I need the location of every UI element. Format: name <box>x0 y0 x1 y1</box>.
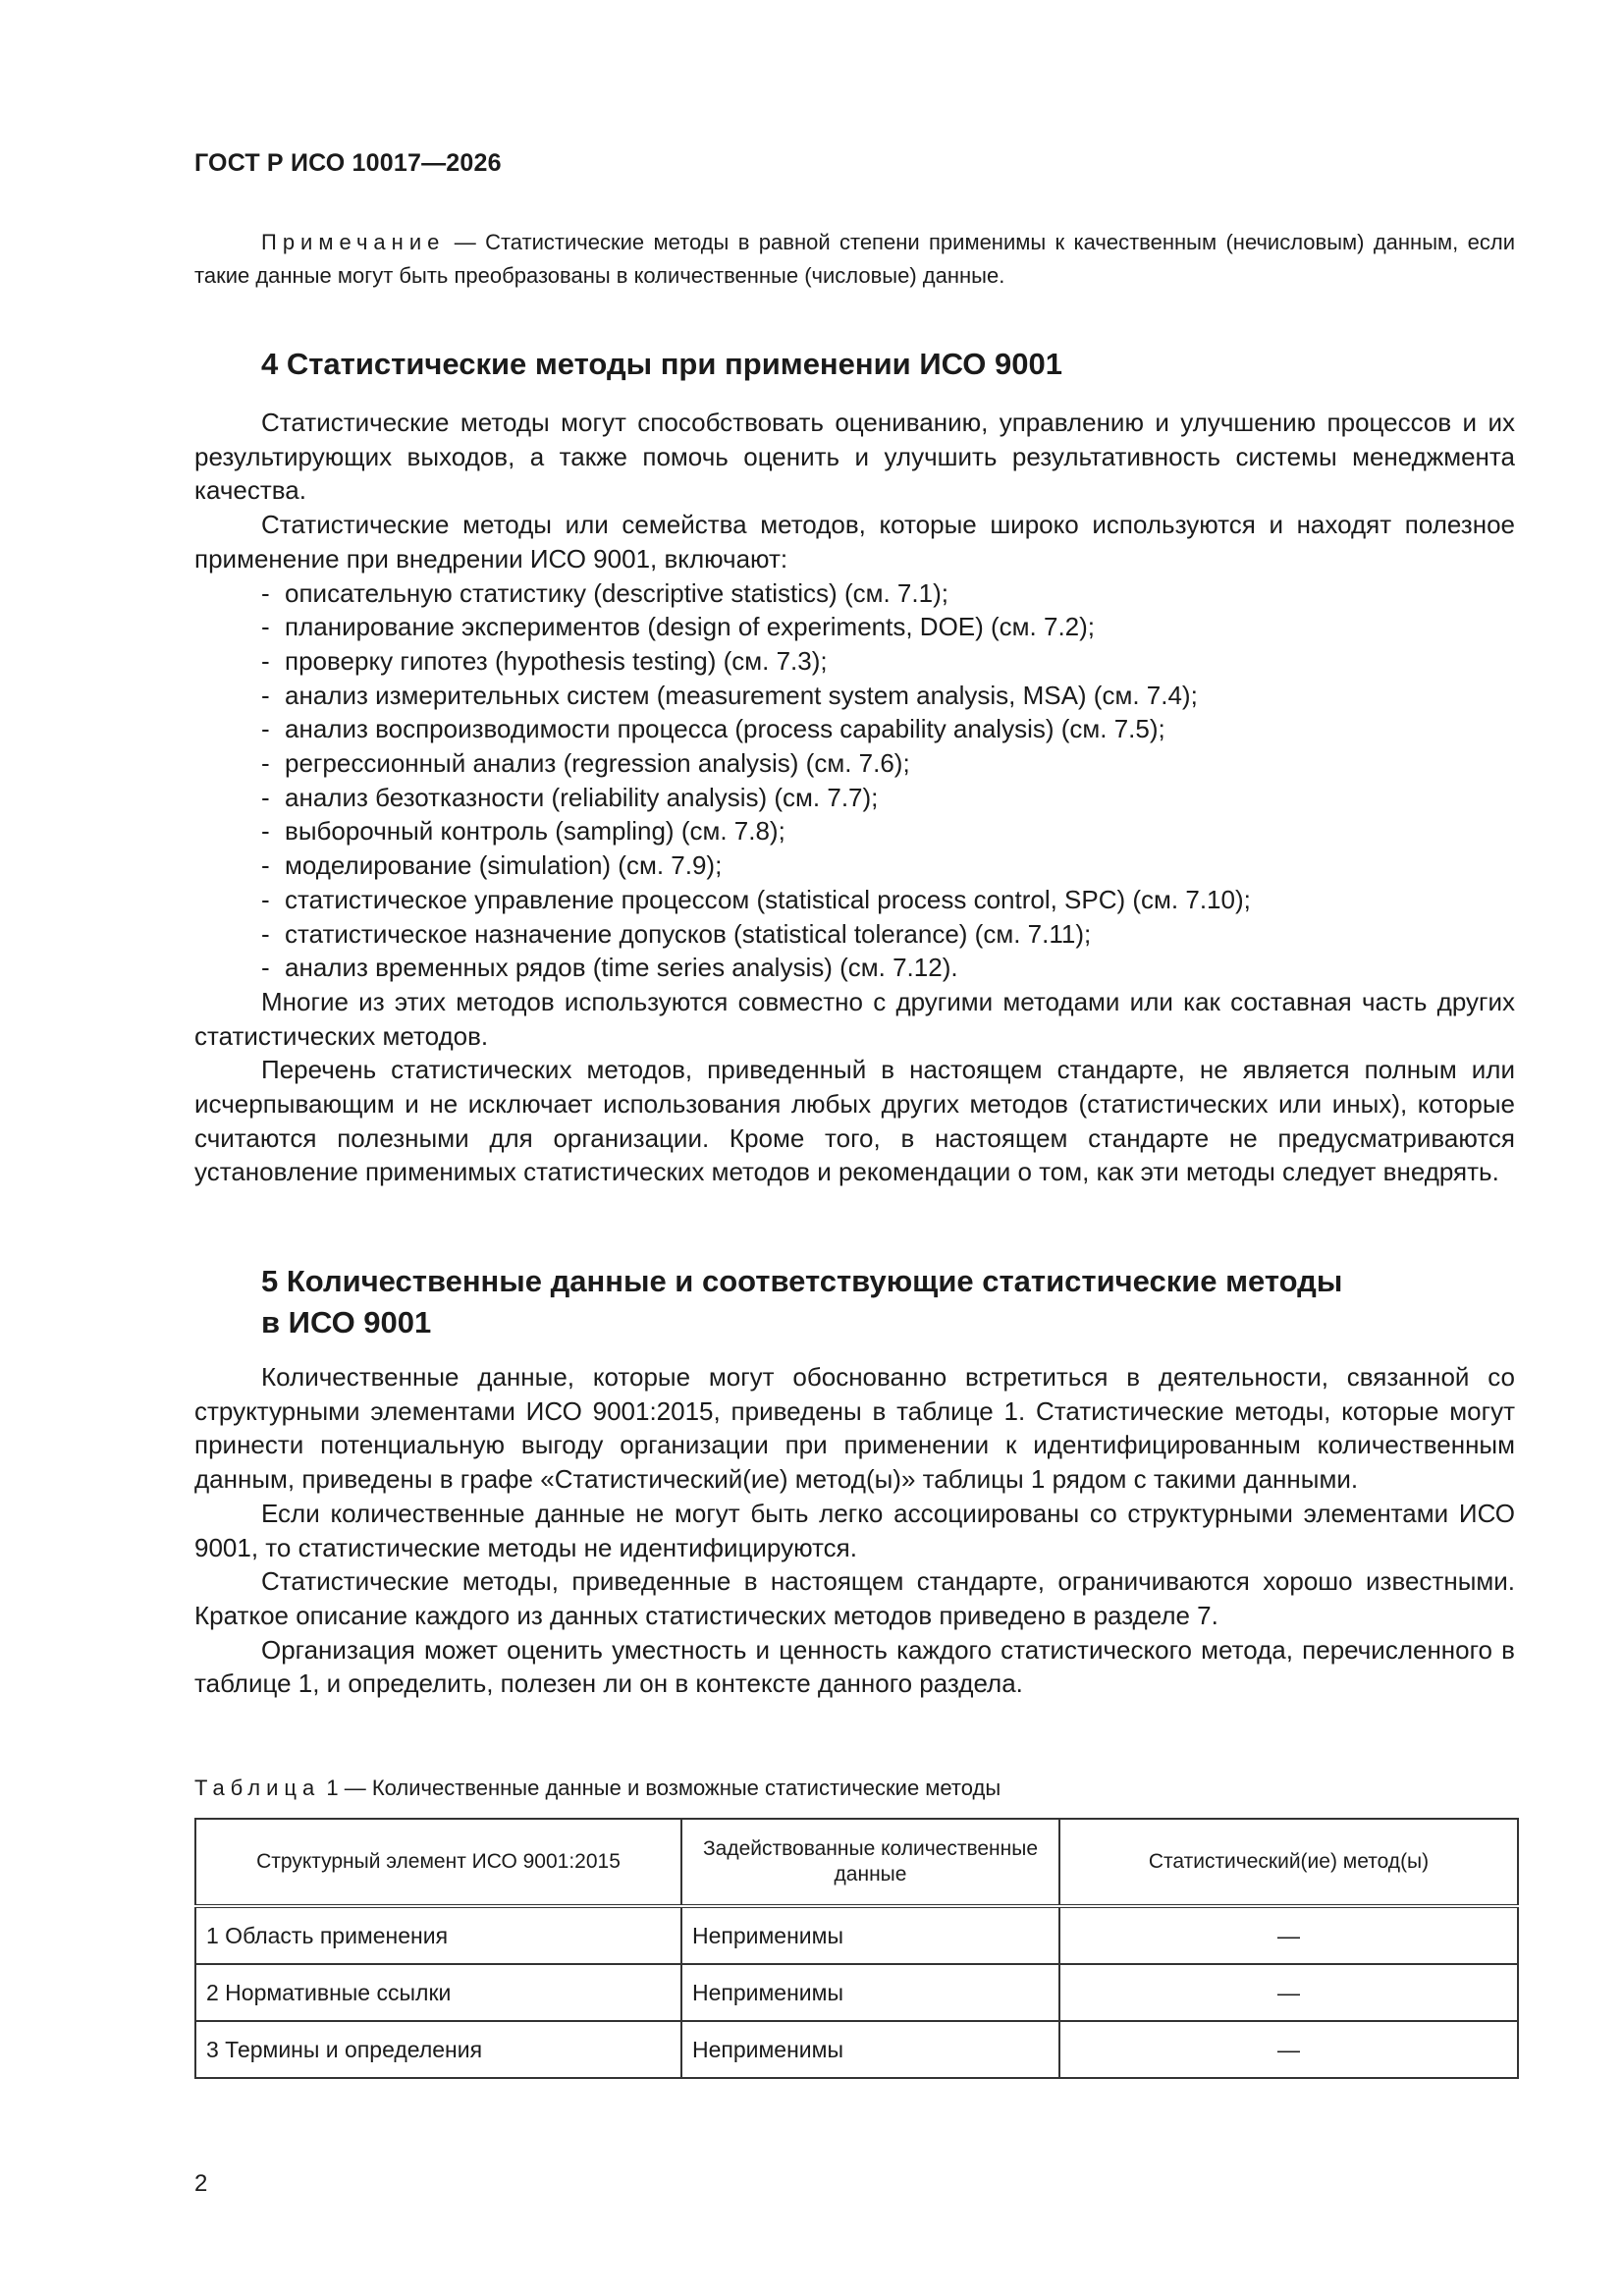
table-row <box>195 1906 1518 1964</box>
section-5-paragraph-4: Организация может оценить уместность и ценность каждого статистического метода, перечисленного в таблице 1, и определить, полезен ли он в контексте данного раздела. <box>194 1634 1515 1699</box>
table-row <box>195 2021 1518 2078</box>
table-cell: Неприменимы <box>681 1964 1059 2021</box>
section-5-paragraph-3: Статистические методы, приведенные в настоящем стандарте, ограничиваются хорошо известными. Краткое описание каждого из данных статистических методов приведено в разделе 7. <box>194 1566 1515 1630</box>
table-cell: — <box>1059 1964 1518 2021</box>
section-4-body <box>194 406 1515 1189</box>
section-4-paragraph-2: Статистические методы или семейства методов, которые широко используются и находят полезное применение при внедрении ИСО 9001, включают: <box>194 510 1515 574</box>
section-4-title: 4 Статистические методы при применении ИСО 9001 <box>261 347 1062 381</box>
table-cell: 1 Область применения <box>195 1906 681 1964</box>
statistical-methods-list <box>194 576 1515 985</box>
table-caption-text: 1 — Количественные данные и возможные статистические методы <box>320 1776 1001 1800</box>
table-cell: 3 Термины и определения <box>195 2021 681 2078</box>
table-cell: — <box>1059 1906 1518 1964</box>
list-item: - анализ временных рядов (time series analysis) (см. 7.12). <box>261 953 958 983</box>
list-item: - анализ безотказности (reliability analysis) (см. 7.7); <box>261 782 879 812</box>
section-5-paragraph-2: Если количественные данные не могут быть легко ассоциированы со структурными элементами ИСО 9001, то статистические методы не идентифицируются. <box>194 1498 1515 1562</box>
page-number: 2 <box>194 2170 208 2197</box>
section-5-body <box>194 1360 1515 1701</box>
note-label: Примечание <box>261 230 446 254</box>
table-header-row <box>195 1819 1518 1906</box>
section-5-title <box>261 1261 1342 1343</box>
section-5-title-line-2: в ИСО 9001 <box>261 1305 432 1339</box>
section-5-title-line-1: 5 Количественные данные и соответствующие статистические методы <box>261 1264 1343 1298</box>
note-paragraph <box>194 226 1515 293</box>
list-item: - статистическое назначение допусков (statistical tolerance) (см. 7.11); <box>261 918 1092 949</box>
table-cell: Неприменимы <box>681 1906 1059 1964</box>
table-cell: 2 Нормативные ссылки <box>195 1964 681 2021</box>
list-item: - описательную статистику (descriptive statistics) (см. 7.1); <box>261 577 948 608</box>
section-4-paragraph-4: Перечень статистических методов, приведенный в настоящем стандарте, не является полным или исчерпывающим и не исключает использования любых других методов (статистических или иных), которые считаются полезными для организации. Кроме того, в настоящем стандарте не предусматриваются установление применимых статистических методов и рекомендации о том, как эти методы следует внедрять. <box>194 1055 1515 1187</box>
column-header-quantitative-data: Задействованные количественные данные <box>681 1819 1059 1906</box>
document-page <box>194 0 1515 2296</box>
section-5-paragraph-1: Количественные данные, которые могут обоснованно встретиться в деятельности, связанной со структурными элементами ИСО 9001:2015, приведены в таблице 1. Статистические методы, которые могут принести потенциальную выгоду организации при применении к идентифицированным количественным данным, приведены в графе «Статистический(ие) метод(ы)» таблицы 1 рядом с такими данными. <box>194 1362 1515 1495</box>
list-item: - анализ измерительных систем (measurement system analysis, MSA) (см. 7.4); <box>261 680 1198 710</box>
table-1 <box>194 1818 1519 2079</box>
table-cell: — <box>1059 2021 1518 2078</box>
section-4-paragraph-3: Многие из этих методов используются совместно с другими методами или как составная часть других статистических методов. <box>194 986 1515 1051</box>
list-item: - планирование экспериментов (design of experiments, DOE) (см. 7.2); <box>261 612 1096 642</box>
note-text: — Статистические методы в равной степени применимы к качественным (нечисловым) данным, если такие данные могут быть преобразованы в количественные (числовые) данные. <box>194 230 1515 288</box>
list-item: - регрессионный анализ (regression analysis) (см. 7.6); <box>261 748 910 779</box>
document-code-header: ГОСТ Р ИСО 10017—2026 <box>194 149 502 177</box>
column-header-statistical-methods: Статистический(ие) метод(ы) <box>1059 1819 1518 1906</box>
list-item: - анализ воспроизводимости процесса (process capability analysis) (см. 7.5); <box>261 714 1165 744</box>
table-row <box>195 1964 1518 2021</box>
list-item: - проверку гипотез (hypothesis testing) (см. 7.3); <box>261 645 828 676</box>
list-item: - статистическое управление процессом (statistical process control, SPC) (см. 7.10); <box>261 884 1251 914</box>
table-1-caption <box>194 1776 1001 1801</box>
table-caption-word: Таблица <box>194 1776 321 1800</box>
table-cell: Неприменимы <box>681 2021 1059 2078</box>
list-item: - выборочный контроль (sampling) (см. 7.8); <box>261 816 785 847</box>
section-4-paragraph-1: Статистические методы могут способствовать оцениванию, управлению и улучшению процессов и их результирующих выходов, а также помочь оценить и улучшить результативность системы менеджмента качества. <box>194 408 1515 506</box>
list-item: - моделирование (simulation) (см. 7.9); <box>261 850 723 881</box>
column-header-structural-element: Структурный элемент ИСО 9001:2015 <box>195 1819 681 1906</box>
